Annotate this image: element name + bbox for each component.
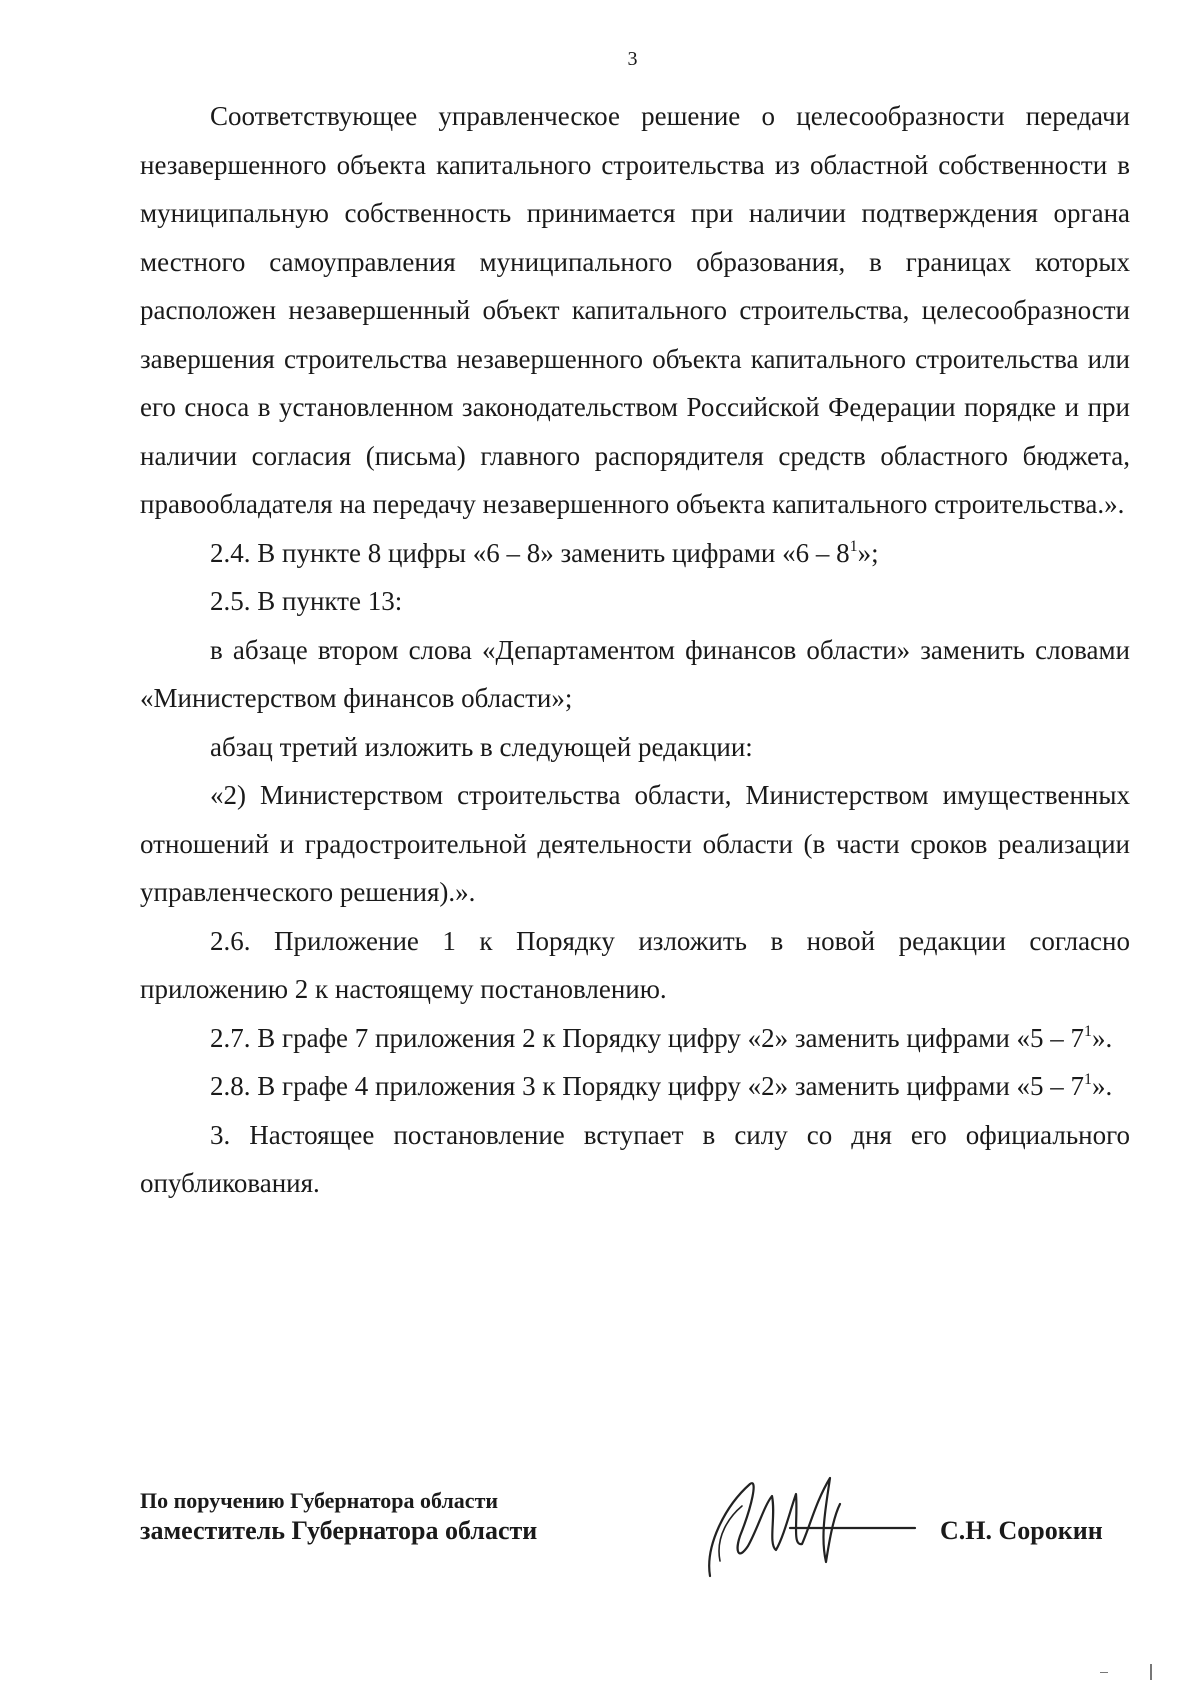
handwritten-signature-icon <box>680 1466 920 1586</box>
item-2-8-tail: ». <box>1092 1071 1113 1101</box>
paragraph-item-2-6: 2.6. Приложение 1 к Порядку изложить в новой редакции согласно приложению 2 к настоящему постановлению. <box>140 925 1130 1004</box>
paragraph-item-2-5-first: в абзаце втором слова «Департаментом финансов области» заменить словами «Министерством финансов области»; <box>140 634 1130 713</box>
paragraph-item-2-5-second: абзац третий изложить в следующей редакции: <box>210 731 753 762</box>
document-body <box>140 92 1130 1208</box>
item-2-4-superscript: 1 <box>849 537 858 555</box>
item-2-7-superscript: 1 <box>1084 1022 1093 1040</box>
paragraph-item-3: 3. Настоящее постановление вступает в силу со дня его официального опубликования. <box>140 1119 1130 1198</box>
paragraph-item-2-5-quote: «2) Министерством строительства области, Министерством имущественных отношений и градостроительной деятельности области (в части сроков реализации управленческого решения).». <box>140 780 1130 907</box>
page-number: 3 <box>627 48 638 70</box>
paragraph-transfer-decision: Соответствующее управленческое решение о целесообразности передачи незавершенного объекта капитального строительства из областной собственности в муниципальную собственность принимается при наличии подтверждения органа местного самоуправления муниципального образования, в границах которых расположен незавершенный объект капитального строительства, целесообразности завершения строительства незавершенного объекта капитального строительства или его сноса в установленном законодательством Российской Федерации порядке и при наличии согласия (письма) главного распорядителя средств областного бюджета, правообладателя на передачу незавершенного объекта капитального строительства.». <box>140 101 1130 519</box>
paragraph-item-2-5: 2.5. В пункте 13: <box>210 586 403 616</box>
paragraph-item-2-8 <box>140 1062 1130 1111</box>
item-2-4-tail: »; <box>857 537 879 568</box>
paragraph-item-2-7 <box>140 1014 1130 1063</box>
scan-artifact <box>1150 1664 1152 1680</box>
item-2-7-tail: ». <box>1092 1022 1113 1053</box>
signature-position: заместитель Губернатора области <box>140 1516 538 1545</box>
signature-block <box>140 1488 1140 1608</box>
signatory-name: С.Н. Сорокин <box>940 1516 1103 1545</box>
item-2-8-text: 2.8. В графе 4 приложения 3 к Порядку цифру «2» заменить цифрами «5 – 7 <box>210 1071 1085 1101</box>
signature-authority-line: По поручению Губернатора области <box>140 1488 499 1513</box>
scan-artifact <box>1100 1672 1108 1673</box>
item-2-8-superscript: 1 <box>1084 1071 1093 1088</box>
paragraph-item-2-4 <box>140 529 1130 578</box>
item-2-4-text: 2.4. В пункте 8 цифры «6 – 8» заменить цифрами «6 – 8 <box>210 537 850 568</box>
item-2-7-text: 2.7. В графе 7 приложения 2 к Порядку цифру «2» заменить цифрами «5 – 7 <box>210 1022 1085 1053</box>
